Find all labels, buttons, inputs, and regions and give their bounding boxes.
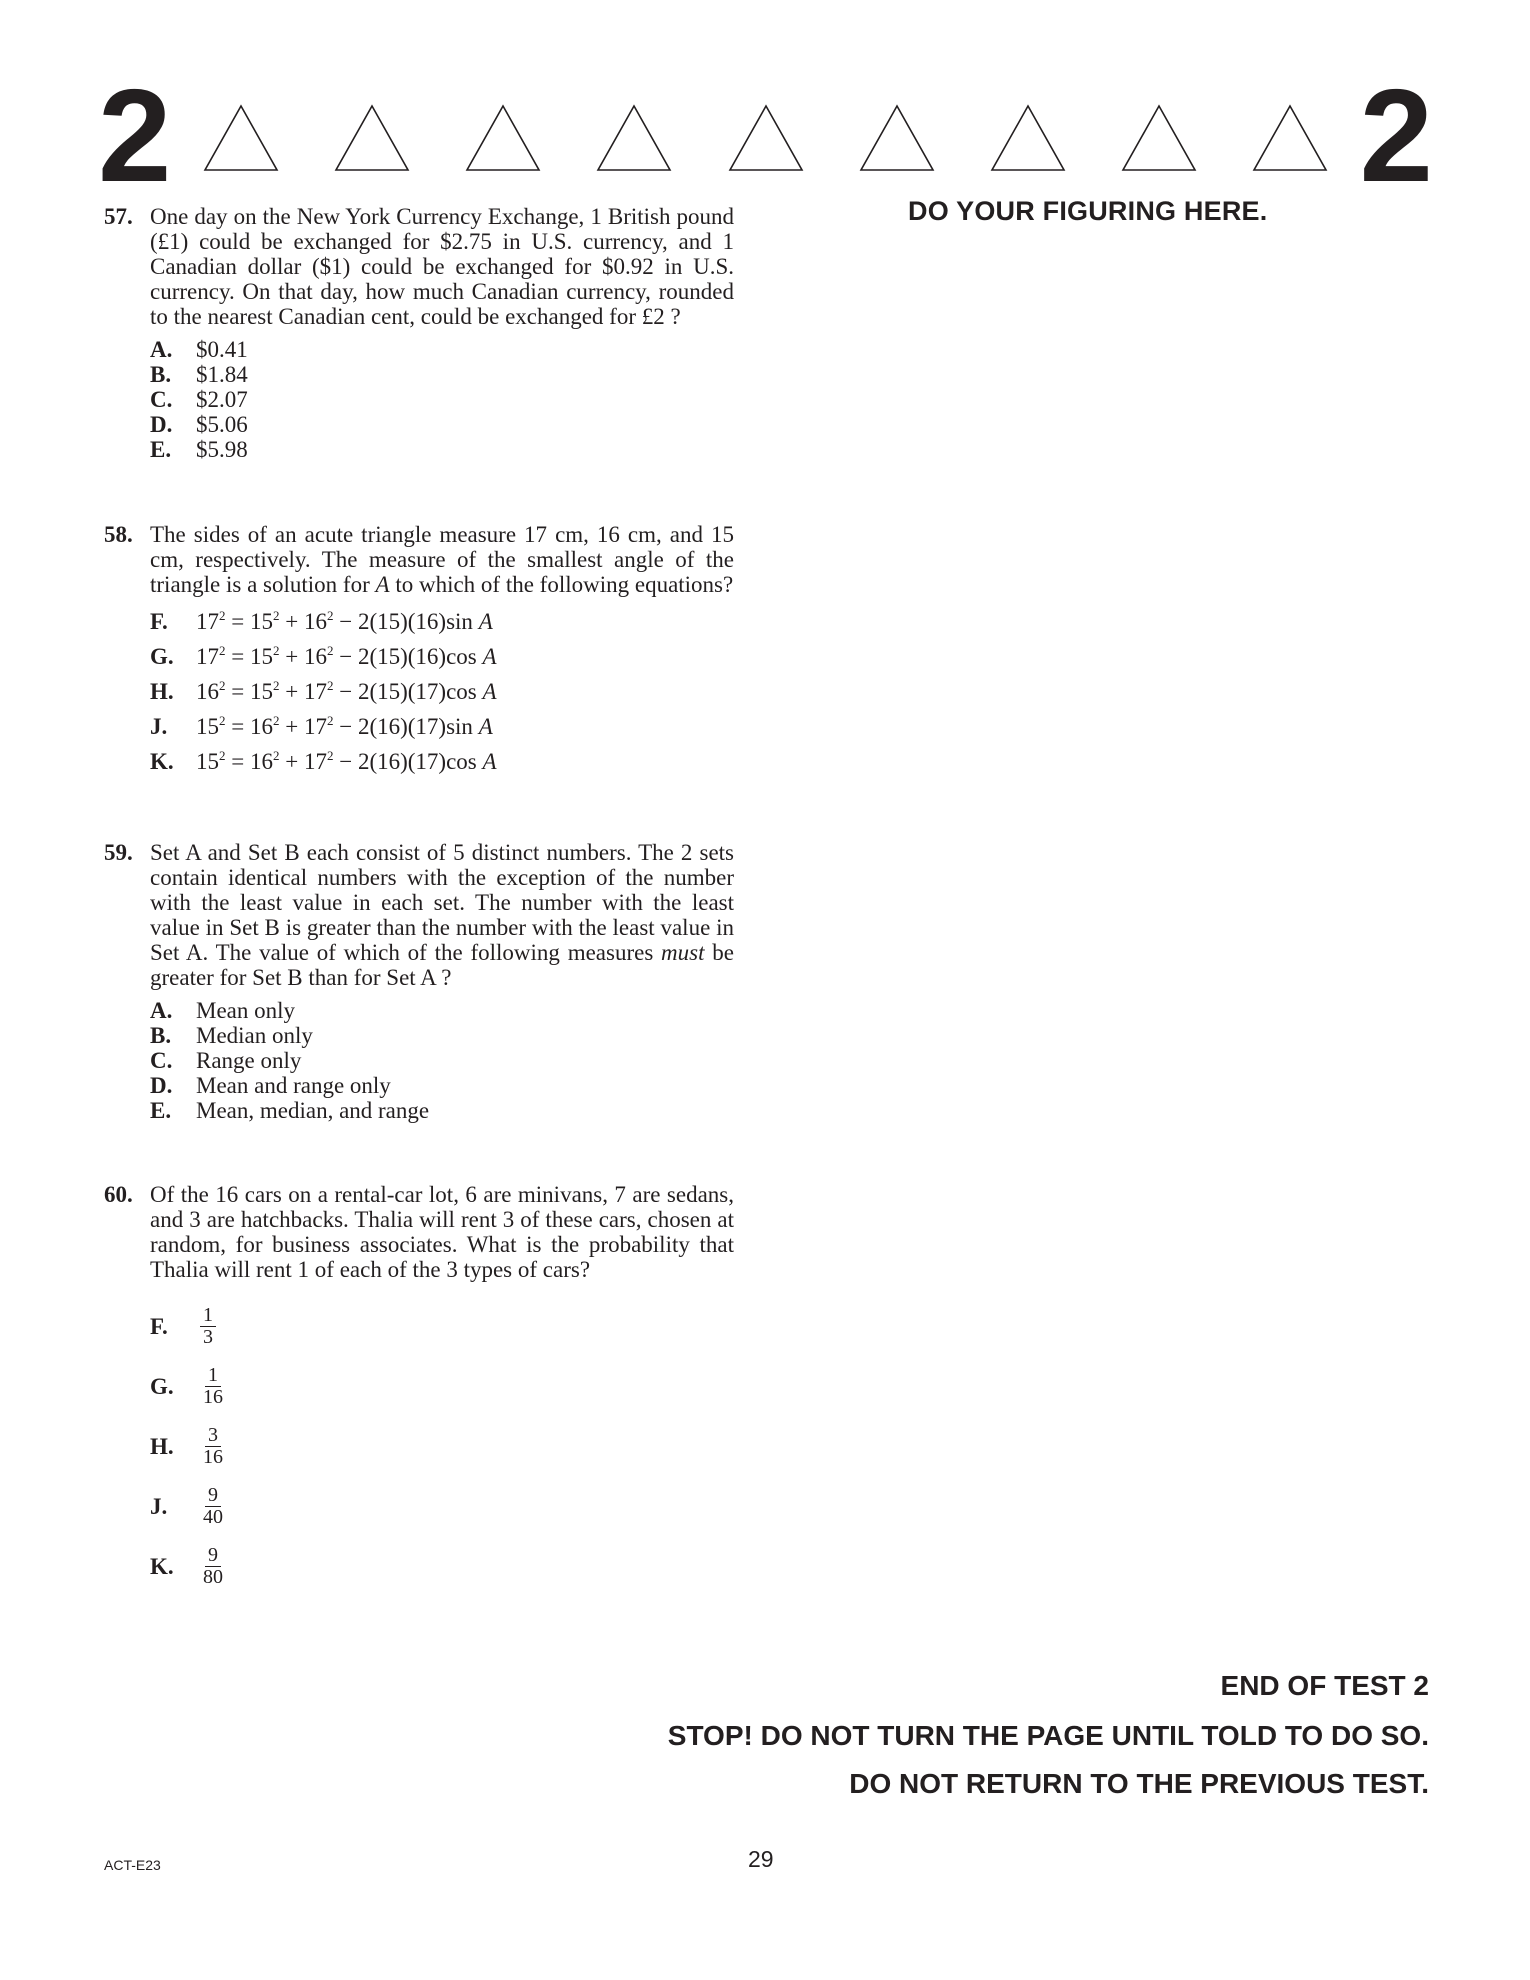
choice-text: $5.98 (196, 437, 248, 462)
choice-fraction: $\frac{1}{3}$ (200, 1305, 216, 1348)
choice-fraction: $\frac{9}{80}$ (203, 1543, 223, 1588)
answer-choice[interactable] (150, 714, 734, 749)
choice-text: Range only (196, 1048, 302, 1073)
triangle-icon (334, 104, 410, 172)
choice-fraction: $\frac{9}{40}$ (203, 1483, 223, 1528)
choice-letter: B. (150, 362, 172, 387)
answer-choice[interactable] (150, 437, 734, 462)
answer-choice[interactable] (150, 1356, 734, 1416)
choice-text: Mean and range only (196, 1073, 391, 1098)
answer-choice[interactable] (150, 387, 734, 412)
question-number: 57. (104, 204, 133, 229)
choice-text: $5.06 (196, 412, 248, 437)
choice-letter: C. (150, 1048, 173, 1073)
answer-choice[interactable] (150, 1073, 734, 1098)
choice-equation: $17^2 = 15^2 + 16^2 - 2(15)(16)\cos$ A (196, 643, 497, 669)
triangle-icon (1121, 104, 1197, 172)
answer-choice[interactable] (150, 749, 734, 784)
answer-choice[interactable] (150, 1098, 734, 1123)
answer-choice[interactable] (150, 412, 734, 437)
question-text: Of the 16 cars on a rental-car lot, 6 are minivans, 7 are sedans, and 3 are hatchbacks. Thalia will rent 3 of these cars, chosen at random, for business associates. What is the probability that Thalia will rent 1 of each of the 3 types of cars? (150, 1182, 734, 1282)
choice-letter: K. (150, 749, 174, 774)
choice-text: Mean only (196, 998, 296, 1023)
choice-equation: $17^2 = 15^2 + 16^2 - 2(15)(16)\sin$ A (196, 608, 493, 634)
triangle-icon (465, 104, 541, 172)
stop-notice: STOP! DO NOT TURN THE PAGE UNTIL TOLD TO DO SO. (667, 1720, 1429, 1751)
question-text: The sides of an acute triangle measure 17 cm, 16 cm, and 15 cm, respectively. The measure of the smallest angle of the triangle is a solution for A to which of the following equations? (150, 522, 734, 597)
answer-choice[interactable] (150, 998, 734, 1023)
choice-letter: F. (150, 1313, 168, 1339)
triangle-icon (203, 104, 279, 172)
choice-text: Median only (196, 1023, 313, 1048)
choice-letter: K. (150, 1553, 174, 1579)
answer-choices (150, 1296, 734, 1596)
triangle-icon (859, 104, 935, 172)
choice-letter: H. (150, 679, 174, 704)
question-number: 59. (104, 840, 133, 865)
figuring-label: DO YOUR FIGURING HERE. (908, 196, 1268, 226)
triangle-icon (1252, 104, 1328, 172)
choice-text: $1.84 (196, 362, 248, 387)
answer-choices (150, 998, 734, 1123)
form-code: ACT-E23 (104, 1857, 161, 1873)
choice-letter: E. (150, 437, 172, 462)
choice-text: $2.07 (196, 387, 248, 412)
end-of-test-heading: END OF TEST 2 (1220, 1670, 1429, 1701)
question-number: 58. (104, 522, 133, 547)
answer-choice[interactable] (150, 362, 734, 387)
answer-choice[interactable] (150, 1048, 734, 1073)
question-58 (104, 522, 734, 784)
choice-letter: E. (150, 1098, 172, 1123)
choice-letter: J. (150, 1493, 168, 1519)
choice-letter: B. (150, 1023, 172, 1048)
choice-letter: D. (150, 1073, 173, 1098)
triangle-row (203, 104, 1328, 176)
choice-letter: G. (150, 1373, 174, 1399)
answer-choices (150, 609, 734, 784)
question-text: Set A and Set B each consist of 5 distinct numbers. The 2 sets contain identical numbers with the exception of the number with the least value in each set. The number with the least value in Set B is greater than the number with the least value in Set A. The value of which of the following measures must be greater for Set B than for Set A ? (150, 840, 734, 990)
choice-letter: H. (150, 1433, 174, 1459)
answer-choice[interactable] (150, 609, 734, 644)
choice-fraction: $\frac{3}{16}$ (203, 1423, 223, 1468)
choice-fraction: $\frac{1}{16}$ (203, 1363, 223, 1408)
choice-text: Mean, median, and range (196, 1098, 430, 1123)
choice-letter: F. (150, 609, 168, 634)
question-59 (104, 840, 734, 1123)
answer-choice[interactable] (150, 1416, 734, 1476)
triangle-icon (596, 104, 672, 172)
do-not-return-notice: DO NOT RETURN TO THE PREVIOUS TEST. (849, 1768, 1429, 1799)
choice-text: $0.41 (196, 337, 248, 362)
question-text: One day on the New York Currency Exchange, 1 British pound (£1) could be exchanged for $2.75 in U.S. currency, and 1 Canadian dollar ($1) could be exchanged for $0.92 in U.S. currency. On that day, how much Canadian currency, rounded to the nearest Canadian cent, could be exchanged for £2 ? (150, 204, 734, 329)
choice-letter: D. (150, 412, 173, 437)
answer-choice[interactable] (150, 679, 734, 714)
triangle-icon (990, 104, 1066, 172)
question-60 (104, 1182, 734, 1596)
section-number-left: 2 (98, 62, 172, 209)
section-number-right: 2 (1359, 62, 1433, 209)
triangle-icon (728, 104, 804, 172)
choice-equation: $15^2 = 16^2 + 17^2 - 2(16)(17)\cos$ A (196, 748, 497, 774)
page-number: 29 (748, 1846, 774, 1872)
answer-choice[interactable] (150, 1296, 734, 1356)
answer-choices (150, 337, 734, 462)
question-number: 60. (104, 1182, 133, 1207)
choice-equation: $15^2 = 16^2 + 17^2 - 2(16)(17)\sin$ A (196, 713, 493, 739)
answer-choice[interactable] (150, 1023, 734, 1048)
answer-choice[interactable] (150, 337, 734, 362)
choice-letter: C. (150, 387, 173, 412)
choice-equation: $16^2 = 15^2 + 17^2 - 2(15)(17)\cos$ A (196, 678, 497, 704)
choice-letter: J. (150, 714, 168, 739)
section-header (98, 62, 1433, 209)
answer-choice[interactable] (150, 1536, 734, 1596)
choice-letter: G. (150, 644, 174, 669)
choice-letter: A. (150, 337, 173, 362)
choice-letter: A. (150, 998, 173, 1023)
question-57 (104, 204, 734, 462)
answer-choice[interactable] (150, 644, 734, 679)
answer-choice[interactable] (150, 1476, 734, 1536)
